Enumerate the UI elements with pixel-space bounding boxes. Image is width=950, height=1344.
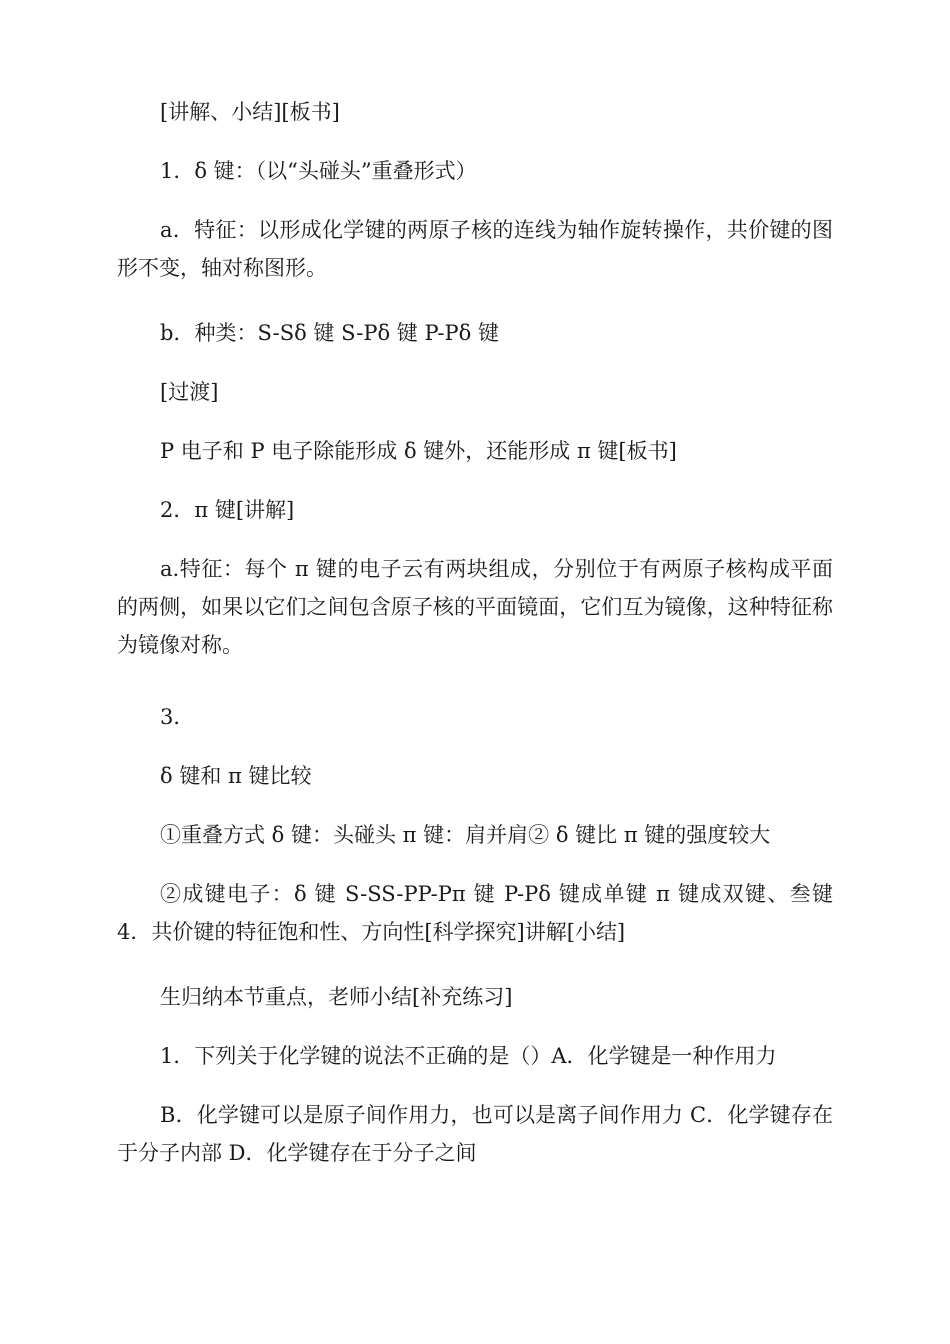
bonding-electrons-text: ②成键电子：δ 键 S-SS-PP-Pπ 键 P-Pδ 键成单键 π 键成双键、叁键 4．共价键的特征饱和性、方向性[科学探究]讲解[小结] bbox=[117, 882, 833, 944]
p-electron-text: P 电子和 P 电子除能形成 δ 键外，还能形成 π 键[板书] bbox=[160, 439, 677, 463]
exercise-options: B．化学键可以是原子间作用力，也可以是离子间作用力 C．化学键存在于分子内部 D．化学键存在于分子之间 bbox=[117, 1103, 833, 1165]
section-heading: [讲解、小结][板书] bbox=[160, 100, 340, 124]
sigma-bond-types: b．种类：S-Sδ 键 S-Pδ 键 P-Pδ 键 bbox=[160, 321, 499, 345]
pi-bond-feature: a.特征：每个 π 键的电子云有两块组成，分别位于有两原子核构成平面的两侧，如果以它们之间包含原子核的平面镜面，它们互为镜像，这种特征称为镜像对称。 bbox=[117, 557, 833, 657]
transition-label: [过渡] bbox=[160, 380, 219, 404]
comparison-heading: δ 键和 π 键比较 bbox=[160, 764, 312, 788]
summary-text: 生归纳本节重点，老师小结[补充练习] bbox=[160, 985, 513, 1009]
pi-bond-heading: 2．π 键[讲解] bbox=[160, 498, 295, 522]
sigma-bond-heading: 1．δ 键：（以“头碰头”重叠形式） bbox=[160, 159, 477, 183]
overlap-comparison: ①重叠方式 δ 键：头碰头 π 键：肩并肩② δ 键比 π 键的强度较大 bbox=[160, 823, 771, 847]
item-3-number: 3． bbox=[160, 705, 195, 729]
sigma-bond-feature: a．特征：以形成化学键的两原子核的连线为轴作旋转操作，共价键的图形不变，轴对称图形。 bbox=[117, 218, 833, 280]
exercise-question: 1．下列关于化学键的说法不正确的是（）A．化学键是一种作用力 bbox=[160, 1044, 777, 1068]
